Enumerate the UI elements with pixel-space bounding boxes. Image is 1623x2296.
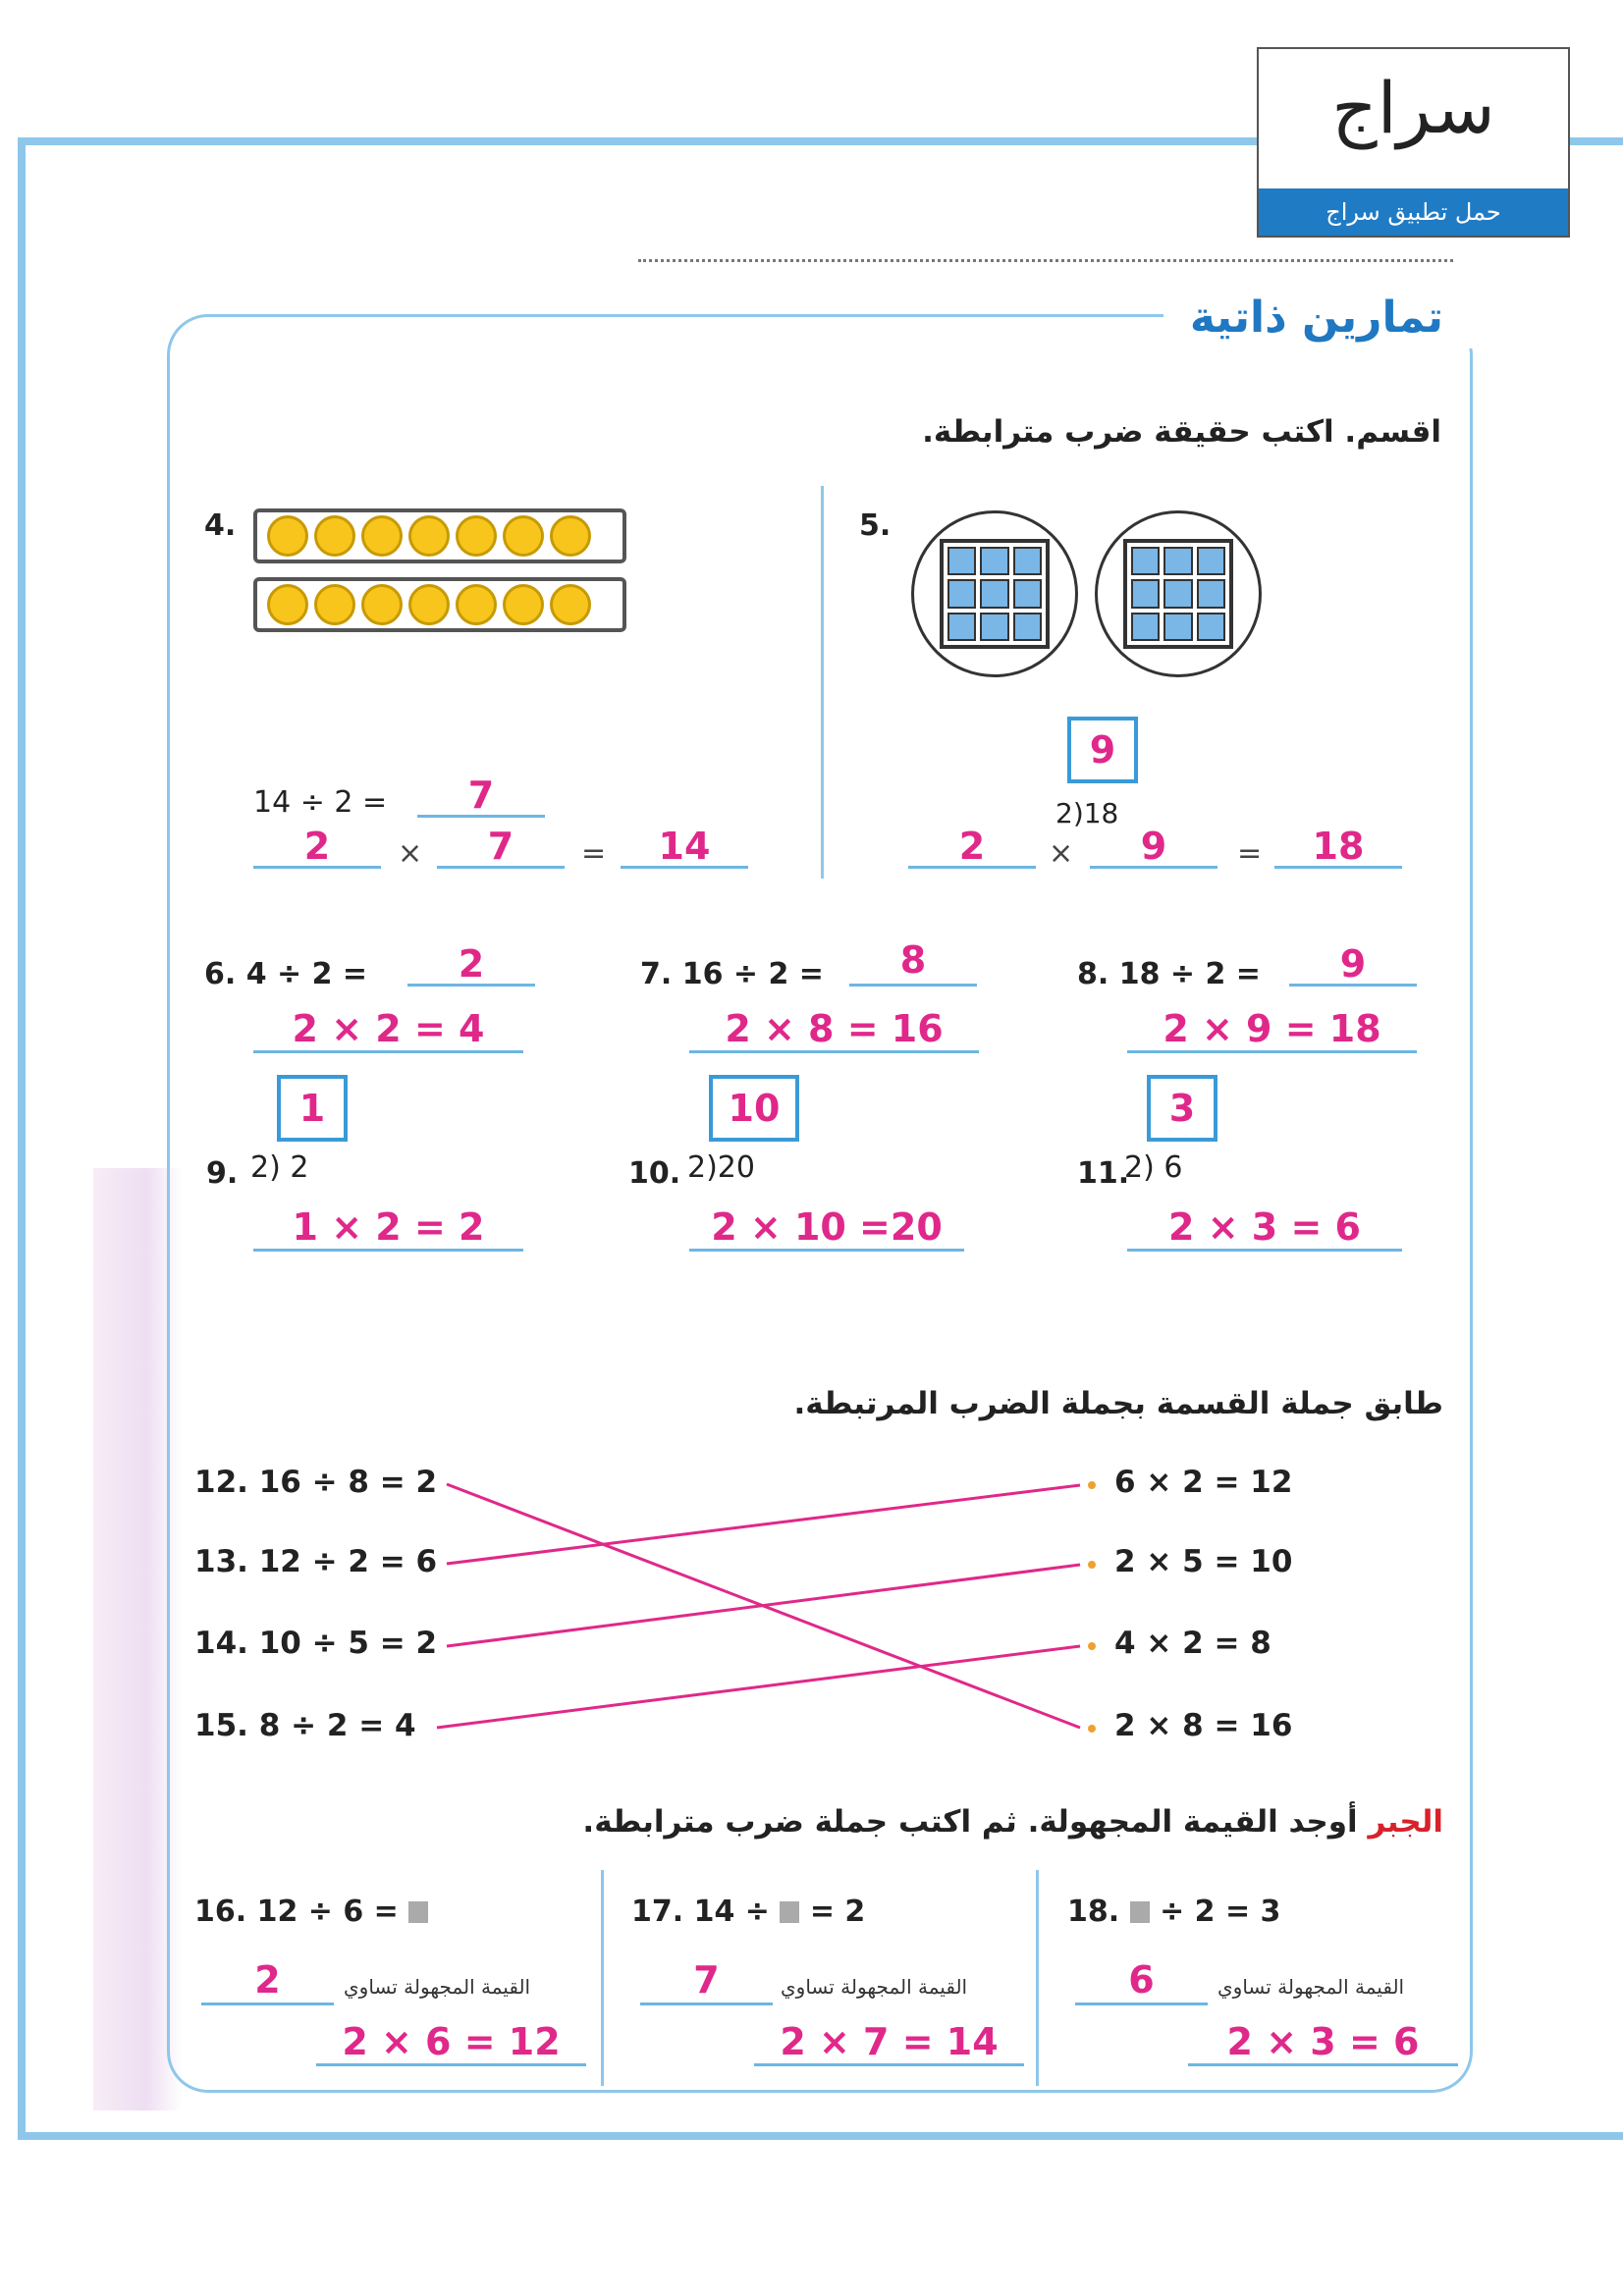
problem-7-equation: 7. 16 ÷ 2 = [640,957,824,991]
problem-10-fact: 2 × 10 =20 [711,1205,943,1249]
problem-16-left: 16. 12 ÷ 6 = [194,1895,399,1929]
problem-4-answer: 7 [467,774,495,817]
match-line-14 [447,1565,1080,1646]
problem-5-product: 18 [1312,825,1365,868]
problem-4-number: 4. [204,508,237,543]
problem-5-number: 5. [859,508,892,543]
match-line-13 [447,1485,1080,1564]
match-left-13[interactable]: 13. 12 ÷ 2 = 6 [194,1544,438,1579]
times-sign: × [1049,836,1074,871]
problem-9-quotient-box[interactable]: 1 [277,1075,348,1142]
problem-8-fact: 2 × 9 = 18 [1163,1007,1381,1050]
page-title: تمارين ذاتية [1189,293,1443,343]
separator [601,1870,604,2086]
unknown-label: القيمة المجهولة تساوي [344,1975,531,1999]
problem-17-left: 17. 14 ÷ [631,1895,770,1929]
times-sign: × [398,836,423,871]
match-right-b[interactable]: 2 × 5 = 10 [1114,1544,1293,1579]
problem-10-division: 2)20 [687,1150,755,1185]
problem-18-left: 18. [1067,1895,1120,1929]
problem-5-division: 2)18 [1055,797,1119,829]
problem-10-number: 10. [628,1156,681,1191]
match-left-12[interactable]: 12. 16 ÷ 8 = 2 [194,1465,438,1500]
problem-9-division: 2) 2 [250,1150,309,1185]
problem-17-equation [631,1895,865,1929]
instruction-algebra [582,1804,1443,1840]
unknown-square [780,1901,799,1923]
problem-18-right: ÷ 2 = 3 [1160,1895,1281,1929]
algebra-text: أوجد القيمة المجهولة. ثم اكتب جملة ضرب مترابطة. [582,1804,1358,1840]
problem-8-answer: 9 [1339,942,1367,986]
problem-4-factor-2: 7 [487,825,514,868]
problem-17-right: = 2 [809,1895,866,1929]
problem-18-answer: 6 [1128,1958,1155,2002]
unknown-label: القيمة المجهولة تساوي [1217,1975,1405,1999]
logo-word: سراج [1331,67,1495,149]
problem-17-answer: 7 [693,1958,720,2002]
problem-11-fact: 2 × 3 = 6 [1168,1205,1361,1249]
match-left-15[interactable]: 15. 8 ÷ 2 = 4 [194,1708,416,1743]
equals-sign: = [1237,836,1263,871]
problem-9-fact: 1 × 2 = 2 [292,1205,485,1249]
unknown-square [1130,1901,1150,1923]
logo-tagline: حمل تطبيق سراج [1259,188,1568,236]
problem-7-fact: 2 × 8 = 16 [725,1007,944,1050]
answer-line [1075,2002,1208,2005]
equals-sign: = [581,836,607,871]
instruction-match: طابق جملة القسمة بجملة الضرب المرتبطة. [793,1386,1443,1421]
instruction-divide: اقسم. اكتب حقيقة ضرب مترابطة. [922,414,1441,450]
problem-5-quotient-box[interactable]: 9 [1067,717,1138,783]
problem-16-answer: 2 [254,1958,281,2002]
problem-18-equation [1067,1895,1280,1929]
match-right-c[interactable]: 4 × 2 = 8 [1114,1626,1271,1661]
problem-5-factor-1: 2 [958,825,986,868]
match-line-15 [437,1646,1080,1728]
problem-5-factor-2: 9 [1140,825,1167,868]
algebra-tag: الجبر [1368,1804,1443,1840]
separator [1036,1870,1039,2086]
match-right-a[interactable]: 6 × 2 = 12 [1114,1465,1293,1500]
problem-17-fact: 2 × 7 = 14 [780,2020,999,2063]
answer-line [316,2063,586,2066]
unknown-label: القيمة المجهولة تساوي [781,1975,968,1999]
problem-4-factor-1: 2 [303,825,331,868]
match-left-14[interactable]: 14. 10 ÷ 5 = 2 [194,1626,438,1661]
problem-6-equation: 6. 4 ÷ 2 = [204,957,368,991]
problem-8-equation: 8. 18 ÷ 2 = [1077,957,1261,991]
problem-10-quotient-box[interactable]: 10 [709,1075,799,1142]
problem-4-equation: 14 ÷ 2 = [253,785,388,820]
problem-11-number: 11. [1077,1156,1130,1191]
answer-line [1188,2063,1458,2066]
match-right-d[interactable]: 2 × 8 = 16 [1114,1708,1293,1743]
problem-6-fact: 2 × 2 = 4 [292,1007,485,1050]
problem-11-quotient-box[interactable]: 3 [1147,1075,1217,1142]
problem-7-answer: 8 [899,938,927,982]
answer-line [640,2002,773,2005]
problem-16-equation [194,1895,428,1929]
answer-line [201,2002,334,2005]
problem-16-fact: 2 × 6 = 12 [342,2020,561,2063]
problem-11-division: 2) 6 [1124,1150,1183,1185]
unknown-square [408,1901,428,1923]
answer-line [754,2063,1024,2066]
problem-9-number: 9. [206,1156,239,1191]
problem-4-product: 14 [658,825,711,868]
problem-6-answer: 2 [458,942,485,986]
problem-18-fact: 2 × 3 = 6 [1226,2020,1420,2063]
